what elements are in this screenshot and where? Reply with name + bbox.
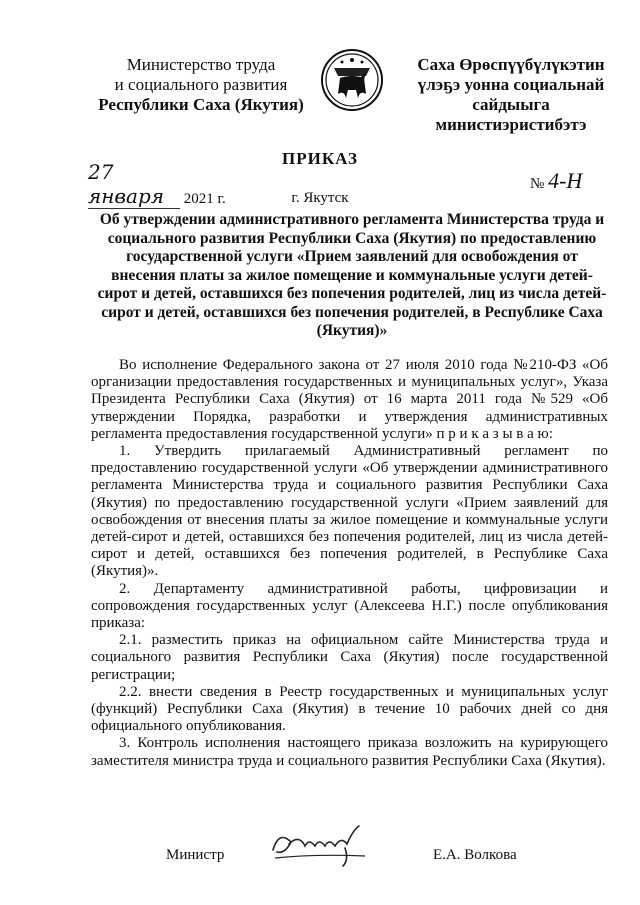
document-city: г. Якутск	[291, 190, 349, 206]
number-prefix: №	[530, 176, 545, 192]
ministry-ru-line: Республики Саха (Якутия)	[98, 95, 304, 114]
body-item-2-2: 2.2. внести сведения в Реестр государственных и муниципальных услуг (функций) Республики Саха (Якутия) в течение 10 рабочих дней со дня официального опубликования.	[91, 683, 608, 735]
ministry-ru-line: и социального развития	[114, 75, 288, 94]
handwritten-number: 4-Н	[548, 168, 583, 193]
handwritten-date: 27 января	[88, 160, 180, 209]
signatory-position: Министр	[166, 847, 225, 863]
document-type: ПРИКАЗ	[282, 149, 358, 168]
document-body	[91, 357, 608, 770]
document-number	[530, 168, 582, 194]
body-item-2: 2. Департаменту административной работы, цифровизации и сопровождения государственных услуг (Алексеева Н.Г.) после опубликования приказа:	[91, 580, 608, 632]
republic-emblem-icon	[320, 48, 384, 112]
ministry-sah-line: үлэҕэ уонна социальнай	[417, 75, 605, 94]
date-year: 2021 г.	[183, 191, 226, 207]
body-item-1: 1. Утвердить прилагаемый Административный регламент по предоставлению государственной услуги «Об утверждении административного регламента Министерства труда и социального развития Республики Саха (Якутия) по предоставлению государственной услуги «Прием заявлений для освобождения от внесения платы за жилое помещение и коммунальные услуги детей-сирот и детей, оставшихся без попечения родителей, лиц из числа детей-сирот и детей, оставшихся без попечения родителей, в Республике Саха (Якутия)».	[91, 443, 608, 580]
document-subject: Об утверждении административного регламента Министерства труда и социального развития Республики Саха (Якутия) по предоставлению государственной услуги «Прием заявлений для освобождения от внесения платы за жилое помещение и коммунальные услуги детей-сирот и детей, оставшихся без попечения родителей, лиц из числа детей-сирот и детей, оставшихся без попечения родителей, в Республике Саха (Якутия)»	[97, 211, 607, 339]
handwritten-signature	[265, 820, 375, 870]
signatory-name: Е.А. Волкова	[433, 847, 517, 863]
body-item-2-1: 2.1. разместить приказ на официальном сайте Министерства труда и социального развития Республики Саха (Якутия) после государственной регистрации;	[91, 632, 608, 683]
ministry-sah-line: Саха Өрөспүүбүлүкэтин	[417, 55, 605, 74]
ministry-sah-line: сайдыыга министиэристибэтэ	[435, 95, 587, 134]
ministry-name-ru	[96, 55, 306, 115]
ministry-ru-line: Министерство труда	[126, 55, 276, 74]
ministry-name-sah	[396, 55, 626, 135]
body-intro: Во исполнение Федерального закона от 27 июля 2010 года №210-ФЗ «Об организации предоставления государственных и муниципальных услуг», Указа Президента Республики Саха (Якутия) от 16 марта 2011 года №529 «Об утверждении Порядка, разработки и утверждения административных регламента предоставления государственной услуги» п р и к а з ы в а ю:	[91, 357, 608, 442]
body-item-3: 3. Контроль исполнения настоящего приказа возложить на курирующего заместителя министра труда и социального развития Республики Саха (Якутия).	[91, 735, 608, 769]
